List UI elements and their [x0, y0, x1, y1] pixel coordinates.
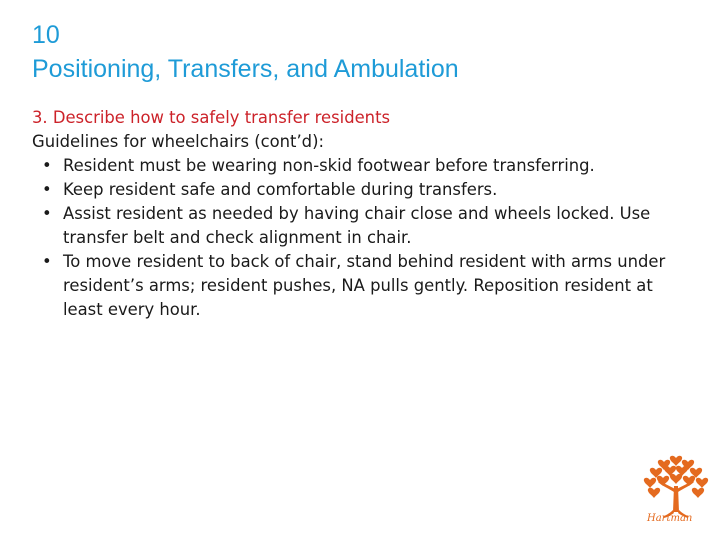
bullet-list	[32, 154, 697, 322]
bullet-item	[32, 250, 697, 322]
slide-title	[32, 18, 692, 86]
bullet-icon: •	[42, 204, 52, 223]
bullet-text: Assist resident as needed by having chair close and wheels locked. Use transfer belt and check alignment in chair.	[63, 204, 651, 247]
bullet-icon: •	[42, 156, 52, 175]
section-intro: Guidelines for wheelchairs (cont’d):	[32, 132, 324, 151]
bullet-icon: •	[42, 180, 52, 199]
slide-body	[32, 106, 697, 322]
bullet-item	[32, 154, 697, 178]
bullet-text: To move resident to back of chair, stand behind resident with arms under resident’s arms; resident pushes, NA pulls gently. Reposition resident at least every hour.	[63, 252, 666, 319]
hartman-logo-text: Hartman	[647, 513, 693, 524]
bullet-text: Resident must be wearing non-skid footwear before transferring.	[63, 156, 595, 175]
learning-objective: 3. Describe how to safely transfer residents	[32, 108, 391, 127]
bullet-icon: •	[42, 252, 52, 271]
bullet-item	[32, 178, 697, 202]
chapter-number: 10	[32, 21, 60, 49]
heart-tree-icon	[636, 452, 716, 538]
chapter-title: Positioning, Transfers, and Ambulation	[32, 55, 459, 83]
bullet-item	[32, 202, 697, 250]
bullet-text: Keep resident safe and comfortable during transfers.	[63, 180, 498, 199]
